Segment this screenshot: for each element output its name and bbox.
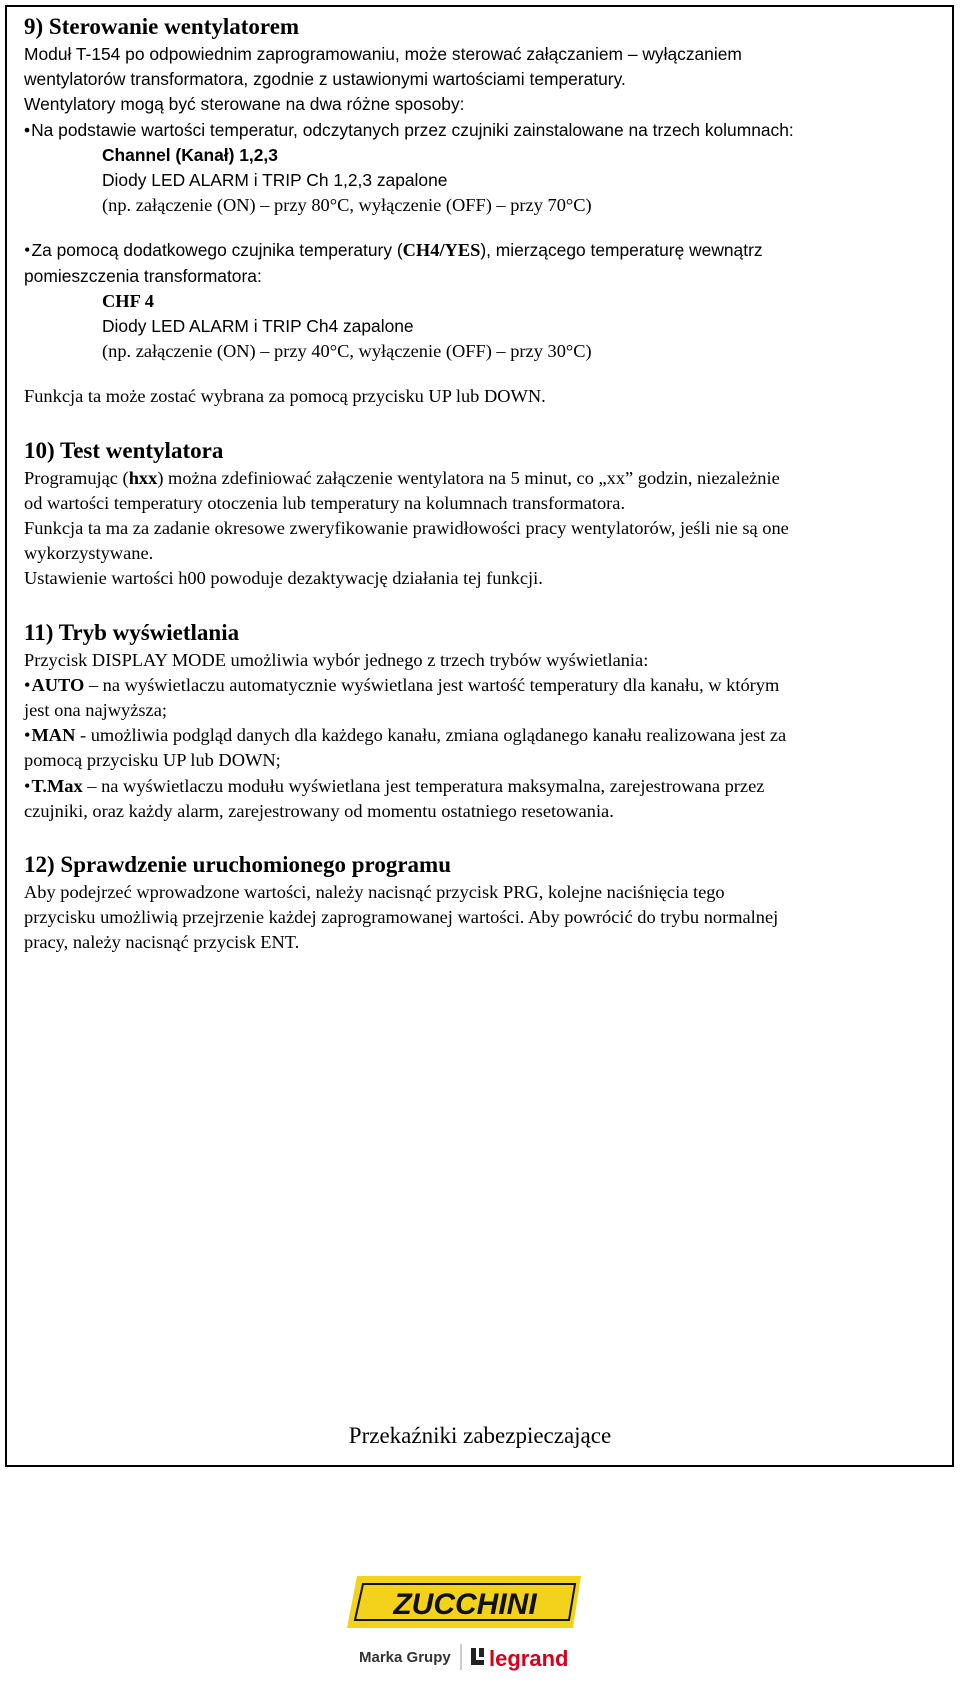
s12-line-3: pracy, należy nacisnąć przycisk ENT. — [24, 932, 300, 953]
document-body — [24, 12, 944, 956]
s11-tmax-text2: czujniki, oraz każdy alarm, zarejestrowany od momentu ostatniego resetowania. — [24, 800, 614, 821]
section-10-title: 10) Test wentylatora — [24, 437, 224, 463]
s9-bullet-2-bold: CH4/YES — [402, 240, 481, 261]
s9-paragraph-3: Funkcja ta może zostać wybrana za pomocą przycisku UP lub DOWN. — [24, 386, 546, 407]
s9-paragraph-1a: Moduł T-154 po odpowiednim zaprogramowaniu, może sterować załączaniem – wyłączaniem — [24, 44, 742, 64]
section-11-title: 11) Tryb wyświetlania — [24, 619, 240, 645]
s11-man — [24, 723, 944, 748]
s9-bullet-2-channel: CHF 4 — [102, 290, 154, 311]
s9-paragraph-1b: wentylatorów transformatora, zgodnie z ustawionymi wartościami temperatury. — [24, 69, 626, 90]
s9-bullet-1: • Na podstawie wartości temperatur, odczytanych przez czujniki zainstalowane na trzech kolumnach: — [24, 118, 944, 143]
s9-bullet-2 — [24, 238, 944, 263]
s11-man-text2: pomocą przycisku UP lub DOWN; — [24, 750, 281, 771]
s10-line-1-post: ) można zdefiniować załączenie wentylatora na 5 minut, co „xx” godzin, niezależnie — [157, 467, 780, 488]
logo-legrand-text: legrand — [489, 1646, 569, 1671]
s11-man-bold: MAN — [31, 725, 76, 746]
s9-bullet-2-example: (np. załączenie (ON) – przy 40°C, wyłączenie (OFF) – przy 30°C) — [102, 341, 592, 362]
zucchini-legrand-logo — [343, 1572, 591, 1680]
s10-line-3: Funkcja ta ma za zadanie okresowe zweryfikowanie prawidłowości pracy wentylatorów, jeśli nie są one — [24, 518, 789, 539]
logo-brand-text: ZUCCHINI — [393, 1588, 537, 1621]
logo-tagline: Marka Grupy — [359, 1649, 451, 1666]
s12-line-2: przycisku umożliwią przejrzenie każdej zaprogramowanej wartości. Aby powrócić do trybu normalnej — [24, 907, 779, 928]
section-9-title: 9) Sterowanie wentylatorem — [24, 14, 300, 39]
s11-intro: Przycisk DISPLAY MODE umożliwia wybór jednego z trzech trybów wyświetlania: — [24, 649, 649, 670]
s9-bullet-1-leds: Diody LED ALARM i TRIP Ch 1,2,3 zapalone — [102, 170, 448, 191]
s11-auto-text2: jest ona najwyższa; — [24, 700, 167, 721]
s9-bullet-1-channel: Channel (Kanał) 1,2,3 — [102, 144, 278, 165]
s10-line-1-pre: Programując ( — [24, 467, 129, 488]
footer-title: Przekaźniki zabezpieczające — [348, 1423, 612, 1448]
logo-graphic — [343, 1572, 591, 1680]
s10-line-2: od wartości temperatury otoczenia lub temperatury na kolumnach transformatora. — [24, 492, 626, 513]
s9-bullet-2-post: ), mierzącego temperaturę wewnątrz — [480, 240, 763, 261]
s9-bullet-2-line2: pomieszczenia transformatora: — [24, 265, 262, 286]
s9-paragraph-2: Wentylatory mogą być sterowane na dwa różne sposoby: — [24, 94, 465, 115]
s11-tmax-bold2: Max — [46, 775, 83, 796]
s11-auto-bold: AUTO — [31, 674, 85, 695]
s11-man-text: - umożliwia podgląd danych dla każdego kanału, zmiana oglądanego kanału realizowana jest za — [75, 725, 787, 746]
s10-line-1-bold: hxx — [128, 467, 158, 488]
s11-tmax — [24, 774, 944, 799]
s9-bullet-2-pre: Za pomocą dodatkowego czujnika temperatury ( — [31, 240, 403, 261]
s10-line-1 — [24, 466, 944, 491]
section-12-title: 12) Sprawdzenie uruchomionego programu — [24, 852, 451, 878]
s11-auto-text: – na wyświetlaczu automatycznie wyświetlana jest wartość temperatury dla kanału, w którym — [84, 674, 780, 695]
s11-tmax-bold1: T. — [31, 775, 47, 796]
s10-line-5: Ustawienie wartości h00 powoduje dezaktywację działania tej funkcji. — [24, 568, 543, 589]
s9-bullet-2-leds: Diody LED ALARM i TRIP Ch4 zapalone — [102, 316, 414, 337]
s9-bullet-1-example: (np. załączenie (ON) – przy 80°C, wyłączenie (OFF) – przy 70°C) — [102, 195, 592, 216]
s12-line-1: Aby podejrzeć wprowadzone wartości, należy nacisnąć przycisk PRG, kolejne naciśnięcia tego — [24, 882, 725, 903]
s11-tmax-text: – na wyświetlaczu modułu wyświetlana jest temperatura maksymalna, zarejestrowana przez — [82, 775, 765, 796]
s11-auto — [24, 673, 944, 698]
s10-line-4: wykorzystywane. — [24, 543, 154, 564]
